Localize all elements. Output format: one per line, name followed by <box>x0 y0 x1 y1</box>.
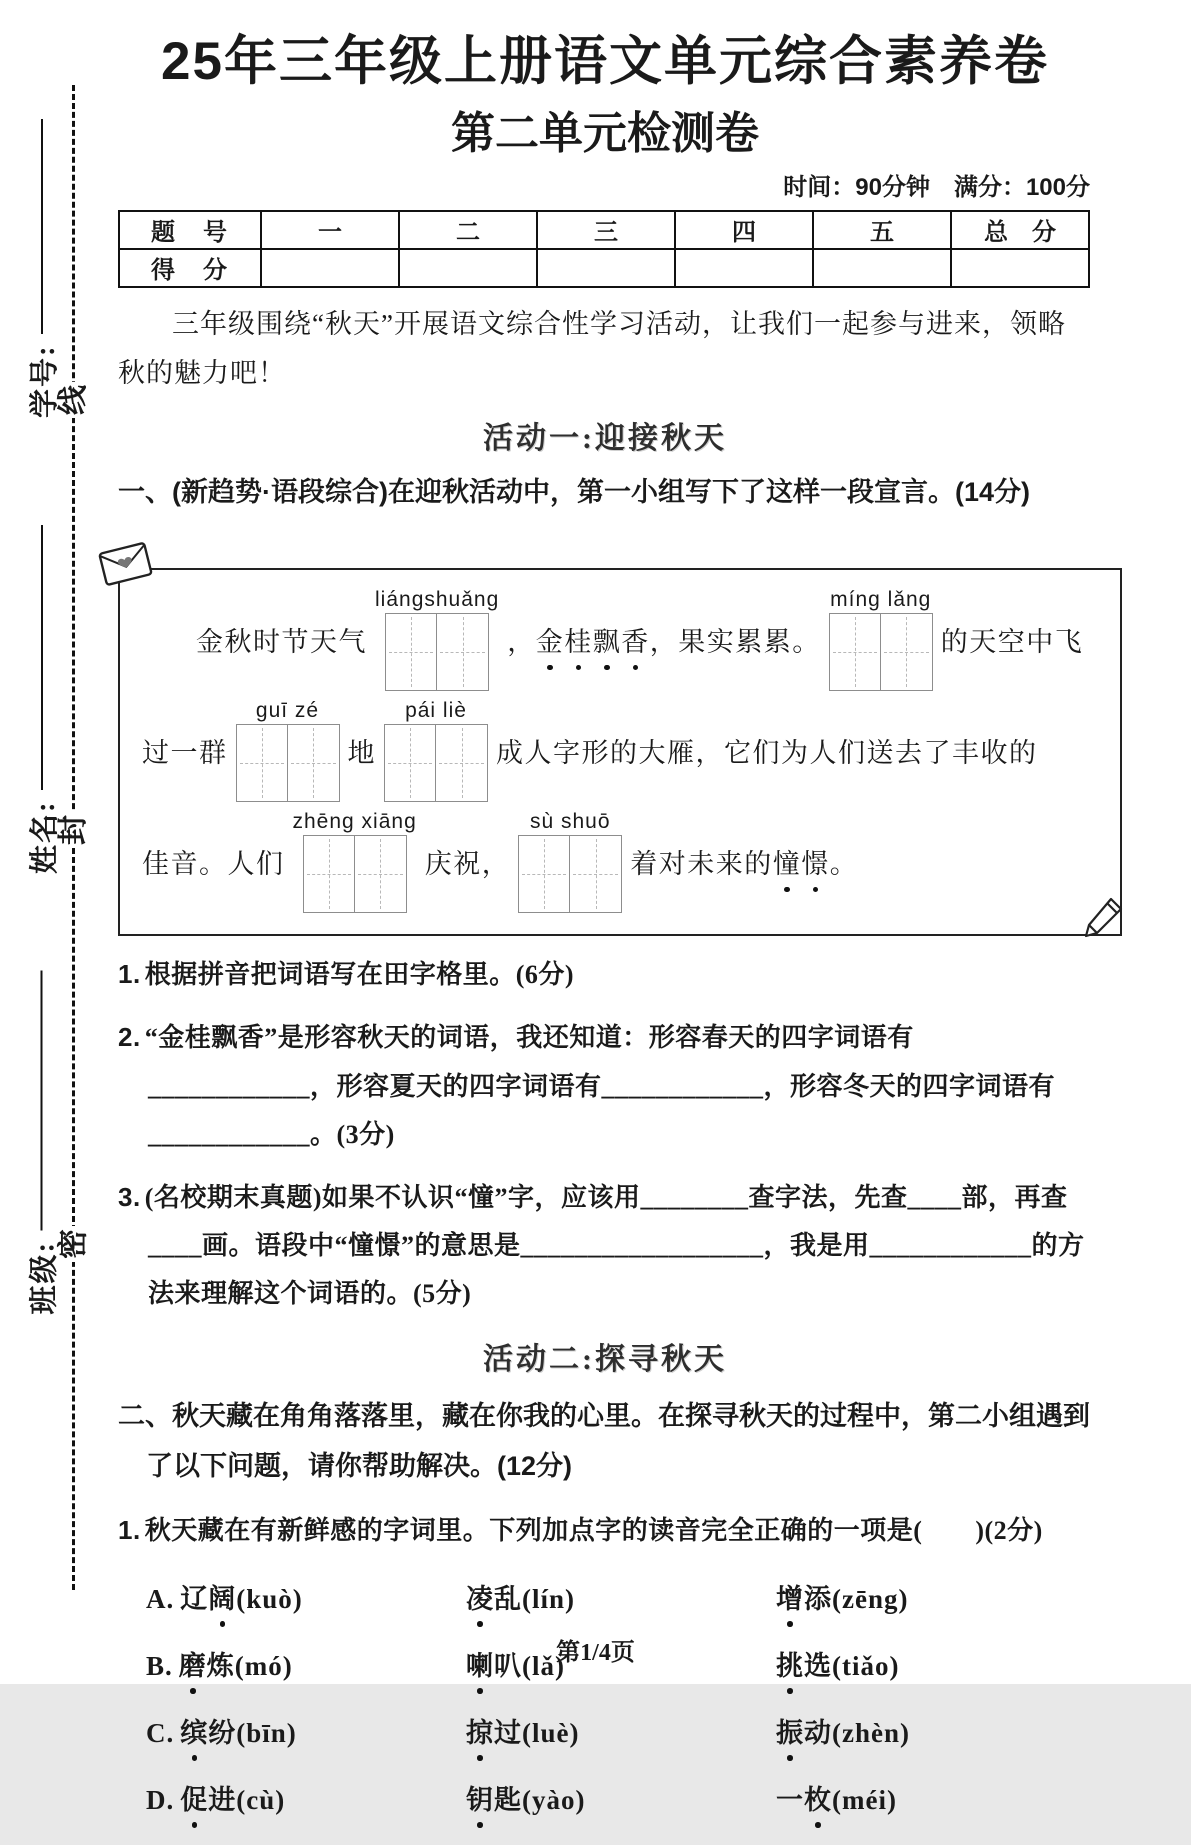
pinyin-annotation: (méi) <box>832 1784 897 1815</box>
tianzige-cell[interactable] <box>355 835 407 913</box>
option-row-c[interactable] <box>146 1711 1092 1750</box>
tianzige-cells <box>303 835 407 913</box>
pinyin-label: pái liè <box>405 699 467 723</box>
class-field <box>20 960 64 1315</box>
option-item: 凌乱(lín) <box>466 1577 776 1616</box>
declaration-text: 地 <box>347 738 376 769</box>
score-cell[interactable] <box>399 249 537 287</box>
pinyin-annotation: (zhèn) <box>832 1717 910 1748</box>
score-table-column-header: 一 <box>261 211 399 249</box>
intro-paragraph: 三年级围绕“秋天”开展语文综合性学习活动，让我们一起参与进来，领略秋的魅力吧！ <box>118 308 1066 388</box>
pinyin-writing-grid <box>384 699 488 802</box>
tianzige-cell[interactable] <box>570 835 622 913</box>
option-item: A. 辽阔(kuò) <box>146 1577 466 1616</box>
pinyin-writing-grid <box>375 588 499 691</box>
declaration-text: 成人字形的大雁，它们为人们送去了丰收的 <box>496 738 1038 769</box>
seal-char-mi: 密 <box>54 1226 94 1262</box>
tianzige-cells <box>384 724 488 802</box>
pinyin-label: guī zé <box>255 699 320 723</box>
score-table-column-header: 五 <box>813 211 951 249</box>
declaration-line <box>142 584 1098 695</box>
declaration-text: 金秋时节天气 <box>196 627 367 658</box>
emphasized-text: 金桂飘香 <box>536 620 650 659</box>
class-label: 班级: <box>28 1240 60 1315</box>
declaration-text: ，果实累累。 <box>649 627 821 658</box>
sub-question-number: 1. <box>118 1514 141 1545</box>
declaration-text: ， <box>507 627 536 658</box>
sub-question-text: 根据拼音把词语写在田字格里。(6分) <box>144 960 575 990</box>
option-label: C. <box>146 1717 175 1748</box>
score-cell[interactable] <box>537 249 675 287</box>
option-item: 掠过(luè) <box>466 1711 776 1750</box>
score-table-score-label: 得 分 <box>119 249 261 287</box>
option-label: D. <box>146 1784 175 1815</box>
emphasized-text: 憧憬 <box>773 842 830 881</box>
option-item: D. 促进(cù) <box>146 1778 466 1817</box>
pinyin-annotation: (kuò) <box>236 1583 303 1614</box>
student-id-field <box>20 108 64 418</box>
declaration-line <box>142 806 1098 917</box>
pinyin-annotation: (lǎ) <box>522 1650 565 1681</box>
tianzige-cell[interactable] <box>384 724 436 802</box>
score-table-column-header: 四 <box>675 211 813 249</box>
seal-char-feng: 封 <box>54 812 94 848</box>
declaration-box <box>118 568 1122 936</box>
option-label: B. <box>146 1650 173 1681</box>
pinyin-label: zhēng xiāng <box>292 810 417 834</box>
pinyin-writing-grid <box>829 588 933 691</box>
pinyin-writing-grid <box>518 810 622 913</box>
tianzige-cells <box>518 835 622 913</box>
declaration-text: 的天空中飞 <box>940 627 1084 658</box>
pinyin-writing-grid <box>293 810 417 913</box>
sub-question-text: “金桂飘香”是形容秋天的词语，我还知道：形容春天的四字词语有____________，形容夏天的四字词语有____________，形容冬天的四字词语有____________。(3分) <box>144 1023 1056 1149</box>
pinyin-label: liángshuǎng <box>375 588 500 612</box>
tianzige-cells <box>236 724 340 802</box>
pinyin-annotation: (cù) <box>236 1784 286 1815</box>
tianzige-cells <box>829 613 933 691</box>
sub-question-number: 3. <box>118 1181 141 1212</box>
score-table-score-row <box>119 249 1089 287</box>
sub-question-1-1 <box>118 950 1092 999</box>
exam-subtitle: 第二单元检测卷 <box>451 108 759 158</box>
student-name-field <box>20 514 64 874</box>
pinyin-writing-grid <box>236 699 340 802</box>
student-id-label: 学号: <box>28 344 61 418</box>
pinyin-annotation: (tiǎo) <box>832 1650 900 1681</box>
activity2-heading: 活动二:探寻秋天 <box>483 1342 727 1376</box>
sub-question-text: (名校期末真题)如果不认识“憧”字，应该用________查字法，先查____部，再查____画。语段中“憧憬”的意思是__________________，我是用____________的方法来理解这个词语的。(5分) <box>144 1182 1085 1308</box>
score-table-column-header: 二 <box>399 211 537 249</box>
option-item: 振动(zhèn) <box>776 1711 1092 1750</box>
tianzige-cell[interactable] <box>518 835 570 913</box>
pinyin-annotation: (mó) <box>234 1650 293 1681</box>
sub-question-text: 秋天藏在有新鲜感的字词里。下列加点字的读音完全正确的一项是( )(2分) <box>144 1515 1043 1545</box>
declaration-text: 庆祝， <box>424 849 511 880</box>
score-cell[interactable] <box>813 249 951 287</box>
pinyin-annotation: (bīn) <box>236 1717 297 1748</box>
tianzige-cell[interactable] <box>288 724 340 802</box>
option-row-a[interactable] <box>146 1577 1092 1616</box>
option-row-d[interactable] <box>146 1778 1092 1817</box>
score-cell[interactable] <box>951 249 1089 287</box>
option-item: 钥匙(yào) <box>466 1778 776 1817</box>
score-cell[interactable] <box>675 249 813 287</box>
seal-char-xian: 线 <box>54 382 94 418</box>
pinyin-label: míng lǎng <box>830 588 932 612</box>
tianzige-cell[interactable] <box>303 835 355 913</box>
sub-question-number: 2. <box>118 1022 141 1053</box>
option-item: 增添(zēng) <box>776 1577 1092 1616</box>
pinyin-annotation: (yào) <box>522 1784 586 1815</box>
option-item: C. 缤纷(bīn) <box>146 1711 466 1750</box>
pencil-icon <box>1080 894 1126 940</box>
declaration-lines <box>142 584 1098 917</box>
tianzige-cell[interactable] <box>436 724 488 802</box>
score-table-column-header: 三 <box>537 211 675 249</box>
score-table-header-row <box>119 211 1089 249</box>
question-one-heading: 一、(新趋势·语段综合)在迎秋活动中，第一小组写下了这样一段宣言。(14分) <box>118 477 1030 508</box>
tianzige-cell[interactable] <box>881 613 933 691</box>
score-cell[interactable] <box>261 249 399 287</box>
score-table-header-label: 题 号 <box>119 211 261 249</box>
declaration-text: 着对未来的 <box>630 849 773 880</box>
sub-question-number: 1. <box>118 959 141 990</box>
option-item: B. 磨炼(mó) <box>146 1644 466 1683</box>
options-list <box>118 1577 1092 1817</box>
pinyin-label: sù shuō <box>529 810 611 834</box>
declaration-text: 。 <box>829 849 859 880</box>
student-name-label: 姓名: <box>28 800 61 874</box>
score-table <box>118 210 1090 288</box>
sub-question-1-2 <box>118 1013 1092 1158</box>
class-blank[interactable] <box>41 971 43 1231</box>
tianzige-cell[interactable] <box>236 724 288 802</box>
declaration-text: 佳音。人们 <box>142 849 285 880</box>
time-score-info: 时间：90分钟 满分：100分 <box>783 173 1090 201</box>
tianzige-cell[interactable] <box>437 613 489 691</box>
sub-question-2-1 <box>118 1506 1092 1555</box>
option-item: 一枚(méi) <box>776 1778 1092 1817</box>
tianzige-cell[interactable] <box>829 613 881 691</box>
option-item: 挑选(tiǎo) <box>776 1644 1092 1683</box>
option-item: 喇叭(lǎ) <box>466 1644 776 1683</box>
question-two-heading: 二、秋天藏在角角落落里，藏在你我的心里。在探寻秋天的过程中，第二小组遇到了以下问题，请你帮助解决。(12分) <box>118 1400 1090 1481</box>
exam-title: 25年三年级上册语文单元综合素养卷 <box>161 32 1049 91</box>
page-number: 第1/4页 <box>556 1640 635 1666</box>
declaration-line <box>142 695 1098 806</box>
pinyin-annotation: (luè) <box>522 1717 580 1748</box>
pinyin-annotation: (zēng) <box>832 1583 909 1614</box>
tianzige-cells <box>385 613 489 691</box>
activity1-heading: 活动一:迎接秋天 <box>483 422 727 456</box>
student-id-blank[interactable] <box>41 119 43 334</box>
option-label: A. <box>146 1583 175 1614</box>
main-content <box>118 0 1092 1845</box>
tianzige-cell[interactable] <box>385 613 437 691</box>
student-name-blank[interactable] <box>41 525 43 790</box>
pinyin-annotation: (lín) <box>522 1583 576 1614</box>
score-table-column-header: 总 分 <box>951 211 1089 249</box>
sub-question-1-3 <box>118 1173 1092 1318</box>
declaration-text: 过一群 <box>142 738 228 769</box>
